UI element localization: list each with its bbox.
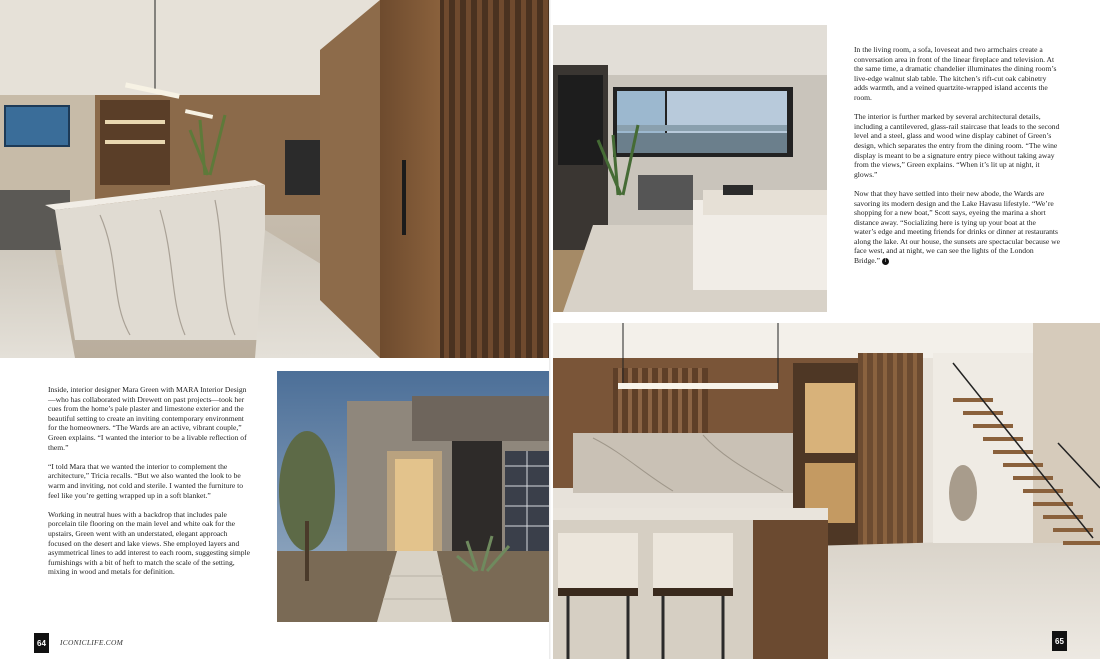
page-number-left: 64 xyxy=(34,633,49,653)
left-paragraph-1: Inside, interior designer Mara Green with MARA Interior Design —who has collaborated with Drewett on past projects—took her cues from the home’s pale plaster and limestone exterior and the beautiful setting to create an inviting contemporary environment for the homeowners. “The Wards are an active, vibrant couple,” Green explains. “I wanted the interior to be a livable reflection of them.” xyxy=(48,385,247,452)
left-article-text xyxy=(48,385,252,586)
right-paragraph-2: The interior is further marked by several architectural details, including a cantilevered, glass-rail staircase that leads to the second level and a steel, glass and wood wine display cabinet of Green’s design, which separates the entry from the dining room. “The wine display is meant to be a signature entry piece without taking away from the views,” Green explains. “When it’s lit up at night, it glows.” xyxy=(854,112,1060,179)
left-paragraph-2: “I told Mara that we wanted the interior to complement the architecture,” Tricia recalls. “But we also wanted the look to be warm and inviting, not cold and sterile. I wanted the furniture to feel like you’re getting wrapped up in a soft blanket.” xyxy=(48,461,244,500)
right-paragraph-3 xyxy=(854,189,1060,266)
kitchen-photo xyxy=(0,0,551,358)
right-paragraph-3-text: Now that they have settled into their new abode, the Wards are savoring its modern design and the Lake Havasu lifestyle. “We’re shopping for a new boat,” Scott says, eyeing the marina a short distance away. “Socializing here is tying up your boat at the water’s edge and meeting friends for drinks or dinner at restaurants along the lake. At our house, the sunsets are spectacular because we face west, and at night, we can see the lights of the London Bridge.” xyxy=(854,188,1061,266)
end-mark-icon: I xyxy=(882,258,889,265)
right-paragraph-1: In the living room, a sofa, loveseat and two armchairs create a conversation area in front of the linear fireplace and television. At the same time, a dramatic chandelier illuminates the dining room’s live-edge walnut slab table. The kitchen’s rift-cut oak cabinetry adds warmth, and a veined quartzite-wrapped island accents the room. xyxy=(854,45,1057,102)
right-page xyxy=(551,0,1100,659)
kitchen-staircase-photo xyxy=(553,323,1100,659)
site-name-left: ICONICLIFE.COM xyxy=(60,638,124,647)
right-article-text xyxy=(854,45,1060,275)
left-paragraph-3: Working in neutral hues with a backdrop that includes pale porcelain tile flooring on the main level and white oak for the upstairs, Green went with an understated, elegant approach focused on the desert and lake views. She employed layers and asymmetrical lines to add interest to each room, suggesting simple furnishings with a bit of heft to match the scale of the setting, mixing in wood and metals for definition. xyxy=(48,509,251,577)
bedroom-photo xyxy=(553,25,827,312)
exterior-photo xyxy=(277,371,551,622)
site-name-right: ICONICLIFE.COM xyxy=(988,636,1052,645)
page-number-right: 65 xyxy=(1052,631,1067,651)
